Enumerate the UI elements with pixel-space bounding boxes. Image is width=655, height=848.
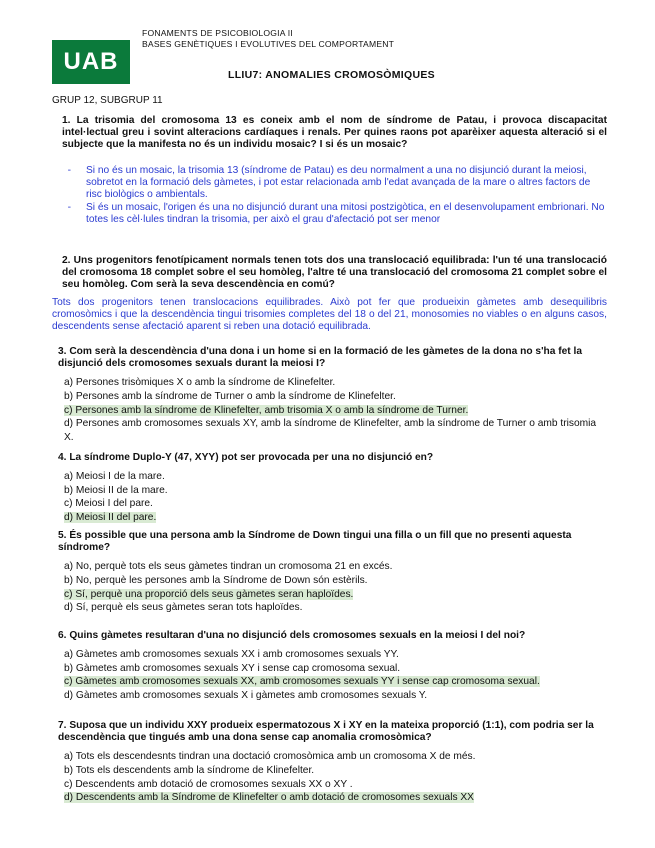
option-b: b) Gàmetes amb cromosomes sexuals XY i sense cap cromosoma sexual. [64, 662, 401, 674]
bullet-dash: - [62, 201, 72, 213]
options-list [64, 376, 608, 444]
option-c: c) Meiosi I del pare. [64, 498, 153, 510]
option-b: b) Tots els descendents amb la síndrome de Klinefelter. [64, 765, 315, 776]
bullet-dash: - [62, 165, 72, 176]
highlighted-answer: d) Descendents amb la Síndrome de Klinefelter o amb dotació de cromosomes sexuals XX [64, 792, 474, 804]
option-c [64, 675, 608, 689]
course-line-2: BASES GENÈTIQUES I EVOLUTIVES DEL COMPORTAMENT [142, 39, 395, 49]
answer-text: Si no és un mosaic, la trisomia 13 (síndrome de Patau) es deu normalment a una no disjunció durant la meiosi, sobretot en la formació dels gàmetes, i pot estar relacionada amb l'edat avançada de la mare o altres factors de risc biològics o ambientals. [86, 165, 591, 201]
option-d: d) Persones amb cromosomes sexuals XY, amb la síndrome de Klinefelter, amb la síndrome de Turner o amb trisomia X. [64, 418, 597, 443]
question-7-text: 7. Suposa que un individu XXY produeix espermatozous X i XY en la mateixa proporció (1:1), com podria ser la descendència que tingués amb una dona sense cap anomalia cromosòmica? [58, 720, 594, 744]
question-4 [58, 452, 608, 525]
question-5 [58, 530, 608, 615]
option-d: d) Gàmetes amb cromosomes sexuals X i gàmetes amb cromosomes sexuals Y. [64, 689, 428, 701]
option-d [64, 791, 608, 805]
highlighted-answer: c) Persones amb la síndrome de Klinefelter, amb trisomia X o amb la síndrome de Turner. [64, 404, 469, 416]
answer-bullet [62, 202, 607, 226]
option-c: c) Descendents amb dotació de cromosomes sexuals XX o XY . [64, 778, 353, 790]
question-5-text: 5. És possible que una persona amb la Síndrome de Down tingui una filla o un fill que no presenti aquesta síndrome? [58, 530, 572, 554]
question-7 [58, 720, 608, 805]
question-3-text: 3. Com serà la descendència d'una dona i un home si en la formació de les gàmetes de la dona no s'ha fet la disjunció dels cromosomes sexuals durant la meiosi I? [58, 346, 582, 370]
highlighted-answer: d) Meiosi II del pare. [64, 511, 157, 523]
course-line-1: FONAMENTS DE PSICOBIOLOGIA II [142, 28, 293, 38]
question-6 [58, 630, 608, 703]
question-2-answer: Tots dos progenitors tenen translocacions equilibrades. Això pot fer que produeixin gàmetes amb desequilibris cromosòmics i que la descendència tingui trisomies completes del 18 o del 21, monosomies no viables o en alguns casos, descendents sense afectació aparent si reben una dotació equilibrada. [52, 297, 607, 333]
answer-bullet [62, 165, 607, 202]
question-1 [62, 115, 607, 152]
question-2 [62, 255, 607, 292]
option-b: b) Persones amb la síndrome de Turner o amb la síndrome de Klinefelter. [64, 391, 396, 402]
question-6-text: 6. Quins gàmetes resultaran d'una no disjunció dels cromosomes sexuals en la meiosi I del noi? [58, 630, 526, 641]
course-header [142, 28, 394, 50]
option-d: d) Sí, perquè els seus gàmetes seran tots haploïdes. [64, 602, 303, 614]
option-a: a) Meiosi I de la mare. [64, 471, 165, 483]
page-title: LLIU7: ANOMALIES CROMOSÒMIQUES [228, 69, 435, 81]
question-3 [58, 346, 608, 444]
option-b: b) No, perquè les persones amb la Síndrome de Down són estèrils. [64, 575, 368, 586]
question-4-text: 4. La síndrome Duplo-Y (47, XYY) pot ser provocada per una no disjunció en? [58, 452, 434, 463]
options-list [64, 750, 608, 804]
option-c [64, 588, 608, 602]
option-a: a) Tots els descendesnts tindran una doctació cromosòmica amb un cromosoma X de més. [64, 751, 476, 763]
options-list [64, 648, 608, 702]
options-list [64, 560, 608, 614]
option-b: b) Meiosi II de la mare. [64, 484, 168, 496]
question-1-answers [62, 165, 607, 226]
group-label: GRUP 12, SUBGRUP 11 [52, 95, 163, 106]
highlighted-answer: c) Sí, perquè una proporció dels seus gàmetes seran haploïdes. [64, 588, 354, 600]
question-1-text: 1. La trisomia del cromosoma 13 es coneix amb el nom de síndrome de Patau, i provoca discapacitat intel·lectual greu i sovint alteracions cardíaques i renals. Per quines raons pot aparèixer aquesta alteració si el subjecte que la manifesta no és un individu mosaic? I si és un mosaic? [62, 115, 607, 151]
answer-text: Si és un mosaic, l'origen és una no disjunció durant una mitosi postzigòtica, en el desenvolupament embrionari. No totes les cèl·lules tindran la trisomia, per això el grau d'afectació pot ser menor [86, 201, 605, 225]
uab-logo: UAB [52, 40, 130, 84]
option-a: a) Gàmetes amb cromosomes sexuals XX i amb cromosomes sexuals YY. [64, 649, 399, 661]
question-2-text: 2. Uns progenitors fenotípicament normals tenen tots dos una translocació equilibrada: l'un té una translocació del cromosoma 18 complet sobre el seu homòleg, l'altre té una translocació del cromosoma 21 complet sobre el seu homòleg. Com serà la seva descendència en comú? [62, 255, 607, 291]
highlighted-answer: c) Gàmetes amb cromosomes sexuals XX, amb cromosomes sexuals YY i sense cap cromosoma sexual. [64, 676, 540, 688]
option-a: a) No, perquè tots els seus gàmetes tindran un cromosoma 21 en excés. [64, 561, 393, 573]
option-c [64, 404, 608, 418]
options-list [64, 470, 608, 524]
option-d [64, 511, 608, 525]
option-a: a) Persones trisòmiques X o amb la síndrome de Klinefelter. [64, 377, 336, 389]
